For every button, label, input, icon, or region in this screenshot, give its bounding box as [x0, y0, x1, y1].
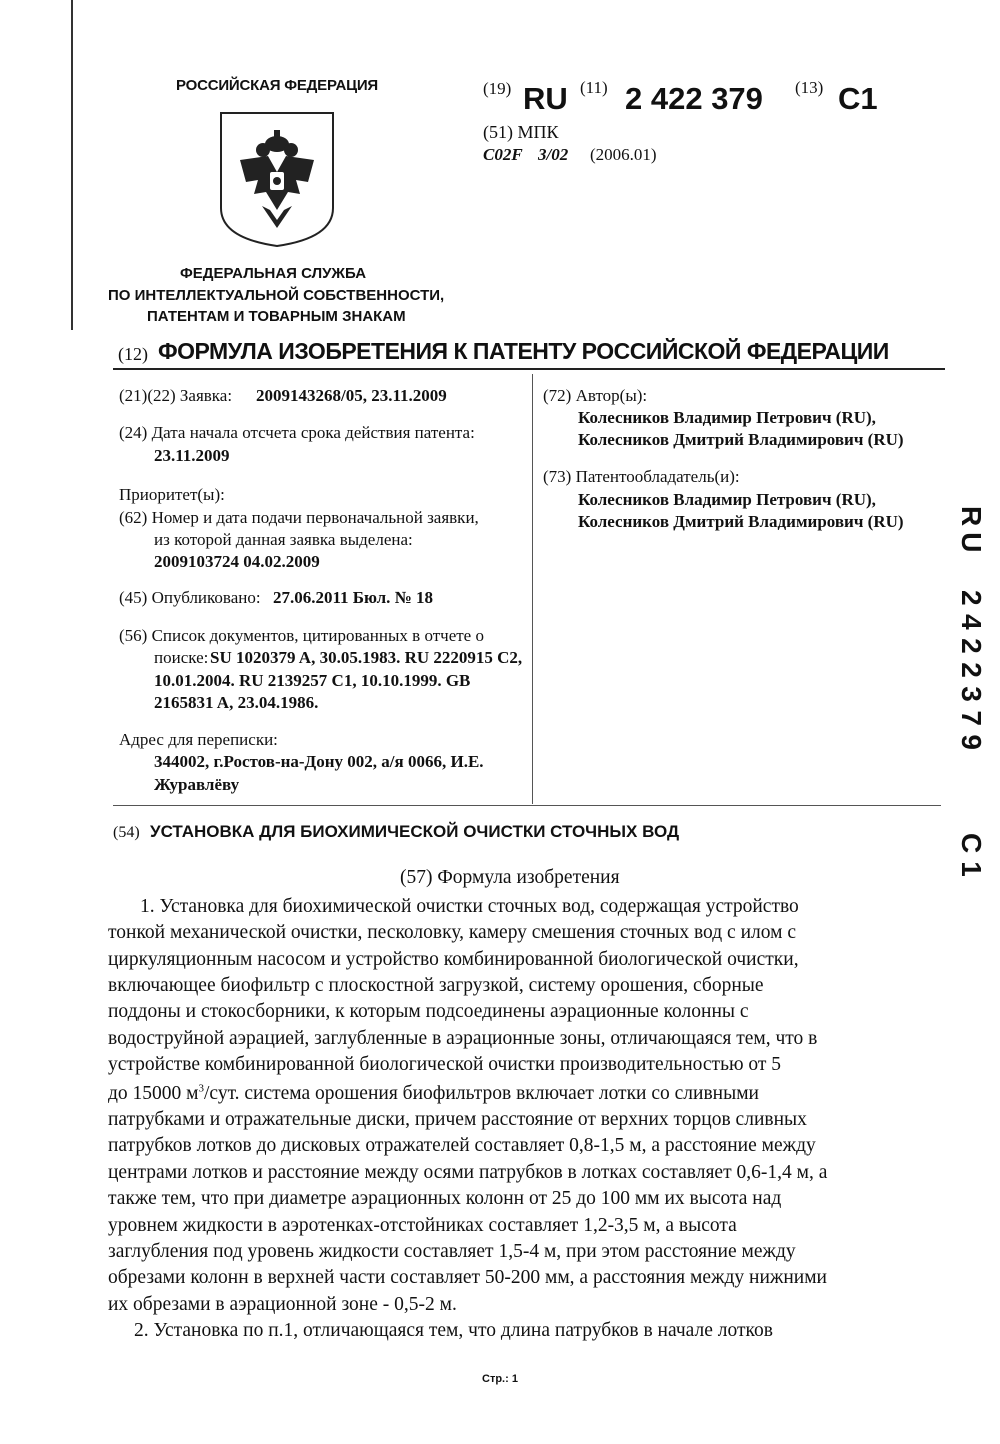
term-start-value: 23.11.2009 [154, 446, 230, 465]
page-number: Стр.: 1 [482, 1373, 518, 1385]
priority-label: Приоритет(ы): [119, 485, 225, 504]
claim-line-2: тонкой механической очистки, песколовку, камеру смешения сточных вод с илом с [108, 922, 796, 943]
claim-line-15: обрезами колонн в верхней части составляет 50-200 мм, а расстояния между нижними [108, 1267, 827, 1288]
side-number: 2422379 [956, 590, 987, 759]
ru-code: RU [523, 81, 568, 116]
side-ru: RU [956, 506, 987, 559]
side-kind: C1 [956, 833, 987, 885]
author-1: Колесников Владимир Петрович (RU), [578, 408, 876, 427]
country-name: РОССИЙСКАЯ ФЕДЕРАЦИЯ [176, 77, 379, 94]
scan-edge-line [71, 0, 73, 330]
code-11: (11) [580, 78, 608, 97]
claim-line-10: патрубков лотков до дисковых отражателей составляет 0,8-1,5 м, а расстояние между [108, 1135, 816, 1156]
cited-docs-line-2: SU 1020379 A, 30.05.1983. RU 2220915 C2, [210, 648, 523, 667]
invention-title: УСТАНОВКА ДЛЯ БИОХИМИЧЕСКОЙ ОЧИСТКИ СТОЧНЫХ ВОД [150, 822, 680, 841]
column-divider [532, 374, 533, 804]
doc-title: ФОРМУЛА ИЗОБРЕТЕНИЯ К ПАТЕНТУ РОССИЙСКОЙ ФЕДЕРАЦИИ [158, 338, 889, 364]
author-2: Колесников Дмитрий Владимирович (RU) [578, 430, 904, 449]
ipc-group: 3/02 [538, 145, 569, 164]
ipc-version: (2006.01) [590, 145, 657, 164]
claim-line-8 [108, 1081, 759, 1108]
holder-1: Колесников Владимир Петрович (RU), [578, 490, 876, 509]
parent-app-line-2: из которой данная заявка выделена: [154, 530, 413, 549]
holders-label: (73) Патентообладатель(и): [543, 467, 740, 486]
emblem [218, 110, 336, 248]
address-line-1: 344002, г.Ростов-на-Дону 002, а/я 0066, И.Е. [154, 752, 484, 771]
cubic-superscript: 3 [198, 1082, 205, 1095]
application-value: 2009143268/05, 23.11.2009 [256, 386, 447, 405]
invention-code: (54) [113, 824, 140, 841]
claim-line-1: 1. Установка для биохимической очистки сточных вод, содержащая устройство [140, 896, 799, 917]
agency-line-1: ФЕДЕРАЛЬНАЯ СЛУЖБА [180, 265, 367, 282]
published-label: (45) Опубликовано: [119, 588, 261, 607]
claim-line-9: патрубками и отражательные диски, причем расстояние от верхних торцов сливных [108, 1109, 807, 1130]
code-19: (19) [483, 79, 512, 98]
claim-line-13: уровнем жидкости в аэротенках-отстойниках составляет 1,2-3,5 м, а высота [108, 1215, 737, 1236]
claim-line-11: центрами лотков и расстояние между осями патрубков в лотках составляет 0,6-1,4 м, а [108, 1162, 828, 1183]
ipc-label: (51) МПК [483, 122, 559, 142]
term-start-label: (24) Дата начала отсчета срока действия патента: [119, 423, 475, 442]
claim-line-8-suffix: /сут. система орошения биофильтров включает лотки со сливными [204, 1083, 759, 1104]
agency-line-3: ПАТЕНТАМ И ТОВАРНЫМ ЗНАКАМ [147, 308, 406, 325]
claim-line-16: их обрезами в аэрационной зоне - 0,5-2 м. [108, 1294, 457, 1315]
code-13: (13) [795, 78, 824, 97]
authors-label: (72) Автор(ы): [543, 386, 648, 405]
claim-line-12: также тем, что при диаметре аэрационных колонн от 25 до 100 мм их высота над [108, 1188, 782, 1209]
kind-code: C1 [838, 81, 878, 116]
claim-line-14: заглубления под уровень жидкости составляет 1,5-4 м, при этом расстояние между [108, 1241, 796, 1262]
title-underline [113, 368, 945, 370]
parent-app-value: 2009103724 04.02.2009 [154, 552, 320, 571]
claim-line-5: поддоны и стокосборники, к которым подсоединены аэрационные колонны с [108, 1001, 749, 1022]
cited-docs-line-2-prefix: поиске: [154, 648, 209, 667]
application-label: (21)(22) Заявка: [119, 386, 233, 405]
claim-line-6: водоструйной аэрацией, заглубленные в аэрационные зоны, отличающаяся тем, что в [108, 1028, 818, 1049]
address-label: Адрес для переписки: [119, 730, 278, 749]
coat-of-arms-icon [218, 110, 336, 248]
section-rule [113, 805, 941, 806]
formula-heading: (57) Формула изобретения [400, 867, 620, 888]
cited-docs-line-4: 2165831 A, 23.04.1986. [154, 693, 319, 712]
parent-app-line-1: (62) Номер и дата подачи первоначальной заявки, [119, 508, 479, 527]
address-line-2: Журавлёву [154, 775, 240, 794]
published-value: 27.06.2011 Бюл. № 18 [273, 588, 433, 607]
patent-number: 2 422 379 [625, 81, 763, 116]
claim-line-4: включающее биофильтр с плоскостной загрузкой, систему орошения, сборные [108, 975, 764, 996]
claim-line-3: циркуляционным насосом и устройство комбинированной биологической очистки, [108, 949, 799, 970]
doc-title-code: (12) [118, 344, 148, 364]
holder-2: Колесников Дмитрий Владимирович (RU) [578, 512, 904, 531]
ipc-class: C02F [483, 145, 523, 164]
claim-line-17: 2. Установка по п.1, отличающаяся тем, что длина патрубков в начале лотков [134, 1320, 773, 1341]
claim-line-7: устройстве комбинированной биологической очистки производительностью от 5 [108, 1054, 782, 1075]
cited-docs-line-1: (56) Список документов, цитированных в отчете о [119, 626, 484, 645]
cited-docs-line-3: 10.01.2004. RU 2139257 C1, 10.10.1999. GB [154, 671, 471, 690]
claim-line-8-prefix: до 15000 м [108, 1083, 199, 1104]
agency-line-2: ПО ИНТЕЛЛЕКТУАЛЬНОЙ СОБСТВЕННОСТИ, [108, 287, 445, 304]
